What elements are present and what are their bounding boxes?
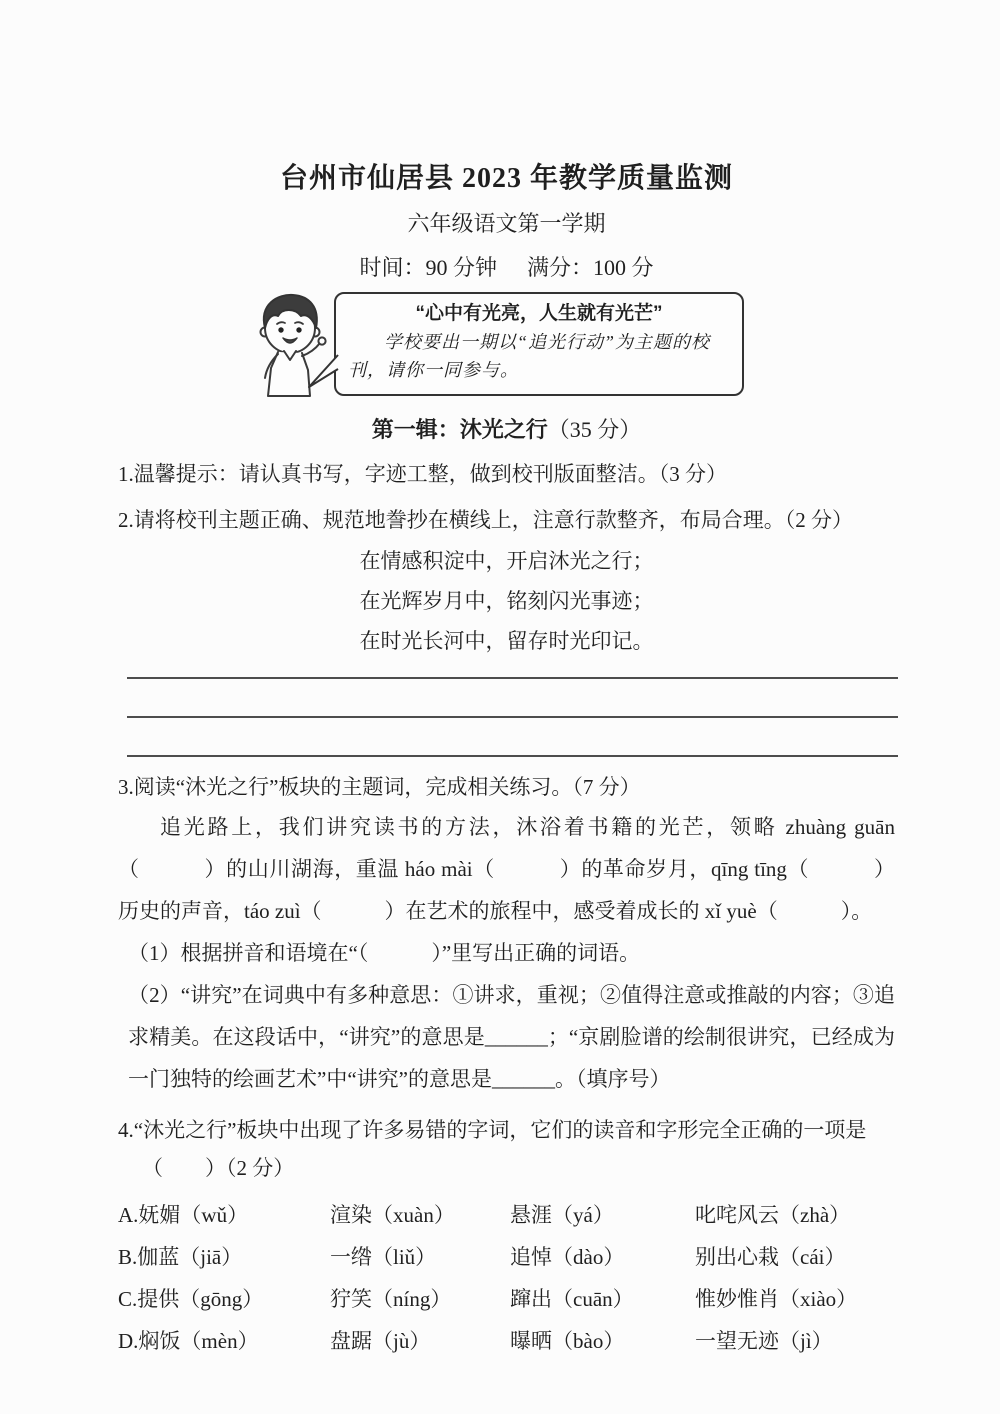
option-cell-a1: A.妩媚（wǔ） xyxy=(118,1203,249,1228)
section-heading xyxy=(118,416,895,445)
copy-line: 在情感积淀中，开启沐光之行； xyxy=(359,548,654,573)
exam-full-score: 满分：100 分 xyxy=(527,254,654,280)
option-cell-c3: 蹿出（cuān） xyxy=(510,1287,634,1312)
question-3-sub-2: （2）“讲究”在词典中有多种意思：①讲求，重视；②值得注意或推敲的内容；③追求精美。在这段话中，“讲究”的意思是______；“京剧脸谱的绘制很讲究，已经成为一门独特的绘画艺术”中“讲究”的意思是______。（填序号） xyxy=(128,983,895,1092)
copy-line: 在时光长河中，留存时光印记。 xyxy=(359,628,654,653)
option-cell-d2: 盘踞（jù） xyxy=(330,1329,431,1354)
exam-time: 时间：90 分钟 xyxy=(359,254,497,280)
question-3-sub-1: （1）根据拼音和语境在“（ ）”里写出正确的词语。 xyxy=(128,941,641,966)
question-1: 1.温馨提示：请认真书写，字迹工整，做到校刊版面整洁。（3 分） xyxy=(118,462,727,487)
option-cell-d1: D.焖饭（mèn） xyxy=(118,1329,259,1354)
speech-bubble xyxy=(334,292,744,396)
copy-theme-lines xyxy=(118,548,895,653)
exam-info xyxy=(118,251,895,282)
bubble-slogan: “心中有光亮，人生就有光芒” xyxy=(415,302,663,324)
question-2: 2.请将校刊主题正确、规范地誊抄在横线上，注意行款整齐，布局合理。（2 分） xyxy=(118,507,853,532)
answer-line xyxy=(127,679,898,718)
option-cell-a2: 渲染（xuàn） xyxy=(330,1203,455,1228)
answer-line xyxy=(127,652,898,679)
option-cell-a4: 叱咤风云（zhà） xyxy=(695,1203,851,1228)
handwriting-answer-lines xyxy=(127,652,898,757)
option-cell-b4: 别出心栽（cái） xyxy=(695,1245,846,1270)
option-cell-d3: 曝晒（bào） xyxy=(510,1329,625,1354)
page-title: 台州市仙居县 2023 年教学质量监测 xyxy=(279,163,733,194)
copy-line: 在光辉岁月中，铭刻闪光事迹； xyxy=(359,588,654,613)
option-cell-b3: 追悼（dào） xyxy=(510,1245,625,1270)
question-4-options xyxy=(118,1205,895,1352)
question-4-answer-blank: （ ）（2 分） xyxy=(142,1155,295,1180)
section-score: （35 分） xyxy=(547,416,642,442)
option-cell-a3: 悬涯（yá） xyxy=(510,1203,614,1228)
option-cell-b1: B.伽蓝（jiā） xyxy=(118,1245,243,1270)
option-cell-c4: 惟妙惟肖（xiào） xyxy=(695,1287,858,1312)
intro-row xyxy=(252,292,895,408)
exam-subtitle: 六年级语文第一学期 xyxy=(407,210,606,236)
answer-line xyxy=(127,718,898,757)
option-cell-c1: C.提供（gōng） xyxy=(118,1287,264,1312)
option-cell-c2: 狞笑（níng） xyxy=(330,1287,452,1312)
option-cell-b2: 一绺（liǔ） xyxy=(330,1245,437,1270)
question-3: 3.阅读“沐光之行”板块的主题词，完成相关练习。（7 分） xyxy=(118,774,641,799)
option-cell-d4: 一望无迹（jì） xyxy=(695,1329,833,1354)
question-4-stem: 4.“沐光之行”板块中出现了许多易错的字词，它们的读音和字形完全正确的一项是 xyxy=(118,1118,867,1143)
bubble-instruction: 学校要出一期以“追光行动”为主题的校刊，请你一同参与。 xyxy=(348,332,711,381)
section-title: 第一辑：沐光之行 xyxy=(371,416,548,442)
question-3-passage: 追光路上，我们讲究读书的方法，沐浴着书籍的光芒，领略 zhuàng guān（ ）的山川湖海，重温 háo mài（ ）的革命岁月，qīng tīng（ ）历史的声音，táo zuì（ ）在艺术的旅程中，感受着成长的 xǐ yuè（ ）。 xyxy=(118,815,895,924)
speech-bubble-tail-icon xyxy=(307,352,339,390)
